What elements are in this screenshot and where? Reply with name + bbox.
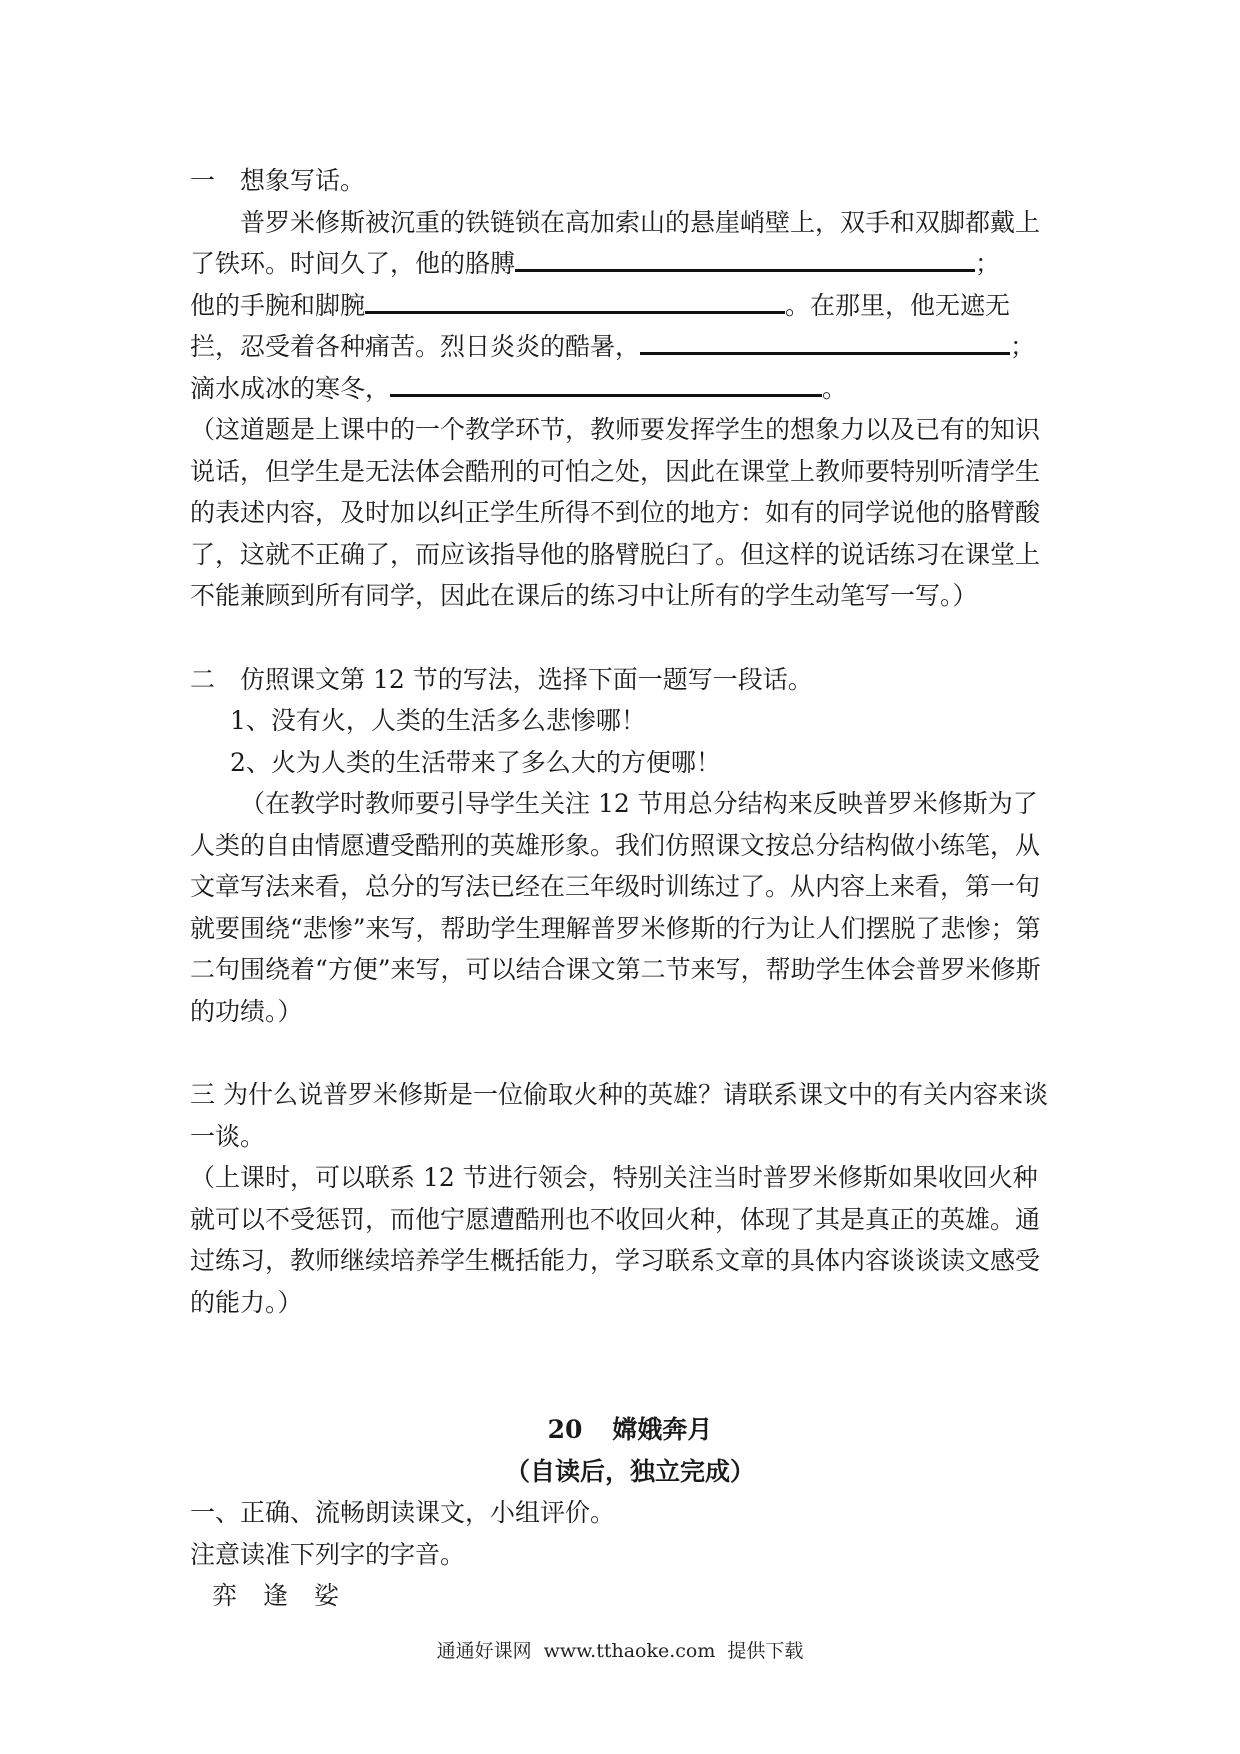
section1-note: （这道题是上课中的一个教学环节，教师要发挥学生的想象力以及已有的知识说话，但学生是无法体会酷刑的可怕之处，因此在课堂上教师要特别听清学生的表述内容，及时加以纠正学生所得不到位的地方：如有的同学说他的胳臂酸了，这就不正确了，而应该指导他的胳臂脱臼了。但这样的说话练习在课堂上不能兼顾到所有同学，因此在课后的练习中让所有的学生动笔写一写。）: [190, 415, 1041, 610]
section1-paragraph-2: [190, 285, 1060, 410]
char-1: 弈: [212, 1581, 238, 1610]
answer-blank-2[interactable]: [365, 285, 785, 314]
pronunciation-chars: [190, 1575, 1060, 1617]
section2-item-2: 2、火为人类的生活带来了多么大的方便哪！: [230, 747, 721, 777]
answer-blank-4[interactable]: [390, 368, 822, 397]
section1-paragraph-1: [190, 202, 1060, 285]
page-content: [190, 160, 1060, 1617]
section3-heading: 三 为什么说普罗米修斯是一位偷取火种的英雄？请联系课文中的有关内容来谈一谈。: [190, 1080, 1048, 1151]
lesson-title-text: 嫦娥奔月: [612, 1415, 713, 1444]
answer-blank-3[interactable]: [640, 326, 1010, 355]
section2-item-1: 1、没有火，人类的生活多么悲惨哪！: [230, 706, 646, 735]
spacer: [190, 1323, 1060, 1409]
spacer: [190, 1032, 1060, 1074]
section1-text-1: 普罗米修斯被沉重的铁链锁在高加索山的悬崖峭壁上，双手和双脚都戴上了铁环。时间久了，他的胳膊: [190, 207, 1041, 278]
char-2: 逢: [263, 1581, 289, 1610]
footer-url[interactable]: www.tthaoke.com: [543, 1640, 716, 1662]
section1-heading: 一 想象写话。: [190, 166, 366, 195]
section1-text-4: 。在那里，他无遮无拦，忍受着各种痛苦。烈日炎炎的酷暑，: [190, 290, 1011, 361]
lesson-subtitle: （自读后，独立完成）: [504, 1456, 755, 1486]
section2-note: （在教学时教师要引导学生关注 12 节用总分结构来反映普罗米修斯为了人类的自由情愿遭受酷刑的英雄形象。我们仿照课文按总分结构做小练笔，从文章写法来看，总分的写法已经在三年级时训练过了。从内容上来看，第一句就要围绕“悲惨”来写，帮助学生理解普罗米修斯的行为让人们摆脱了悲惨；第二句围绕着“方便”来写，可以结合课文第二节来写，帮助学生体会普罗米修斯的功绩。）: [190, 789, 1041, 1026]
page-footer: [0, 1636, 1240, 1663]
answer-blank-1[interactable]: [515, 243, 975, 272]
section2-heading: 二 仿照课文第 12 节的写法，选择下面一题写一段话。: [190, 664, 813, 694]
footer-suffix: 提供下载: [727, 1640, 804, 1662]
section1-text-3: 他的手腕和脚腕: [190, 290, 366, 320]
section1-text-5: ；滴水成冰的寒冬，: [190, 332, 1036, 403]
char-3: 娑: [314, 1581, 340, 1610]
footer-site: 通通好课网: [436, 1640, 532, 1662]
spacer: [190, 617, 1060, 659]
section3-note: （上课时，可以联系 12 节进行领会，特别关注当时普罗米修斯如果收回火种就可以不受惩罚，而他宁愿遭酷刑也不收回火种，体现了其是真正的英雄。通过练习，教师继续培养学生概括能力，学习联系文章的具体内容谈谈读文感受的能力。）: [190, 1163, 1041, 1317]
lesson-title: [190, 1409, 1060, 1451]
lesson-task-1-note: 注意读准下列字的字音。: [190, 1539, 466, 1569]
lesson-number: 20: [547, 1415, 583, 1444]
lesson-task-1: 一、正确、流畅朗读课文，小组评价。: [190, 1498, 616, 1527]
section1-text-2: ；: [975, 249, 1001, 278]
section1-text-6: 。: [822, 373, 848, 403]
